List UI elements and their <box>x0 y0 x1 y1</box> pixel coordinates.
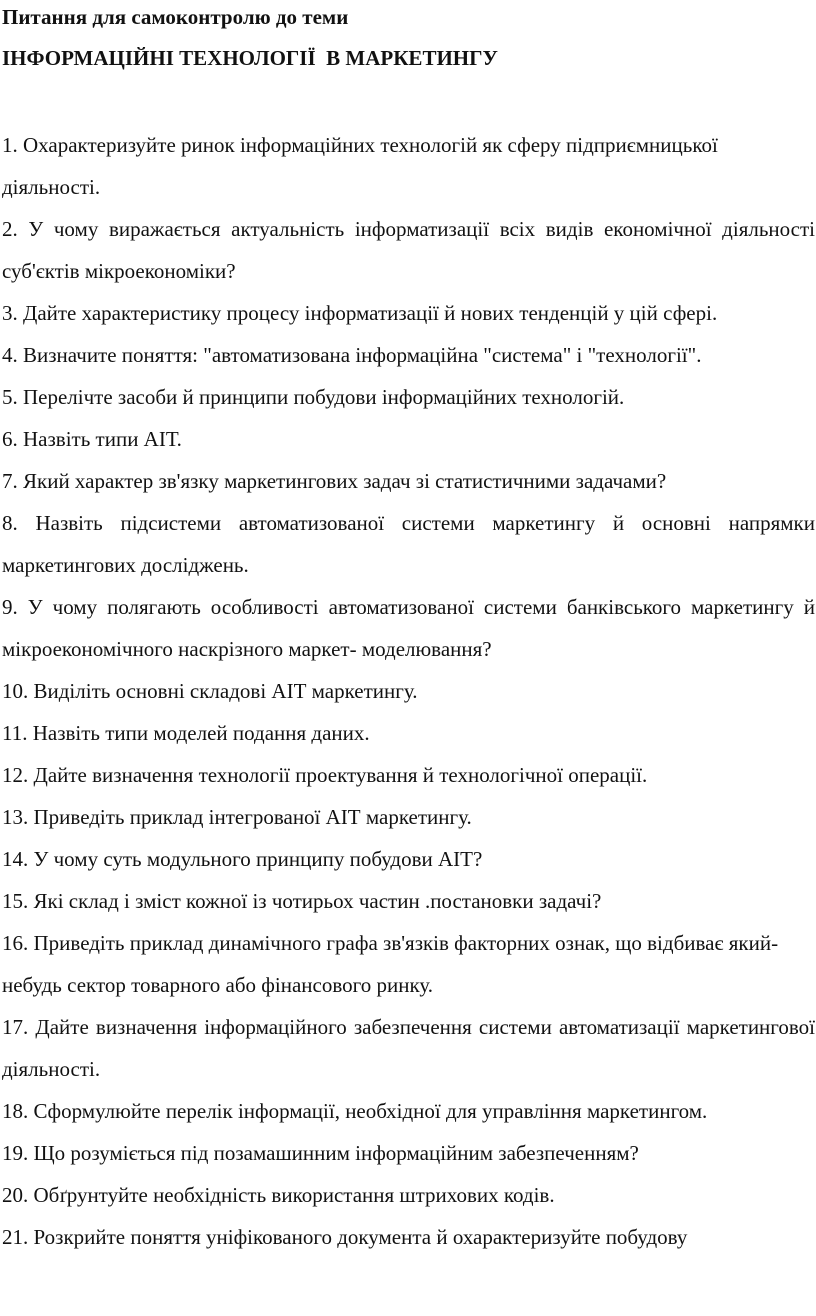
question-item: 17. Дайте визначення інформаційного забезпечення системи автоматизації маркетингової діяльності. <box>2 1015 815 1081</box>
question-item: 6. Назвіть типи АІТ. <box>2 427 182 451</box>
question-item: 1. Охарактеризуйте ринок інформаційних технологій як сферу підприємницької діяльності. <box>2 133 718 199</box>
question-item: 12. Дайте визначення технології проектування й технологічної операції. <box>2 763 648 787</box>
question-item: 10. Виділіть основні складові АІТ маркетингу. <box>2 679 418 703</box>
question-item: 21. Розкрийте поняття уніфікованого документа й охарактеризуйте побудову <box>2 1225 688 1249</box>
question-item: 16. Приведіть приклад динамічного графа зв'язків факторних ознак, що відбиває який-небудь сектор товарного або фінансового ринку. <box>2 931 779 997</box>
question-item: 9. У чому полягають особливості автоматизованої системи банківського маркетингу й мікроекономічного наскрізного маркет- моделювання? <box>2 595 815 661</box>
question-item: 19. Що розуміється під позамашинним інформаційним забезпеченням? <box>2 1141 639 1165</box>
question-item: 20. Обґрунтуйте необхідність використання штрихових кодів. <box>2 1183 555 1207</box>
question-item: 4. Визначите поняття: "автоматизована інформаційна "система" і "технології". <box>2 343 702 367</box>
question-item: 2. У чому виражається актуальність інформатизації всіх видів економічної діяльності суб'єктів мікроекономіки? <box>2 217 815 283</box>
question-list <box>2 124 815 1258</box>
question-item: 8. Назвіть підсистеми автоматизованої системи маркетингу й основні напрямки маркетингових досліджень. <box>2 511 815 577</box>
document-subtitle: Питання для самоконтролю до теми <box>2 5 349 29</box>
question-item: 13. Приведіть приклад інтегрованої АІТ маркетингу. <box>2 805 472 829</box>
document-title: ІНФОРМАЦІЙНІ ТЕХНОЛОГІЇ В МАРКЕТИНГУ <box>2 46 498 70</box>
question-item: 7. Який характер зв'язку маркетингових задач зі статистичними задачами? <box>2 469 667 493</box>
question-item: 18. Сформулюйте перелік інформації, необхідної для управління маркетингом. <box>2 1099 708 1123</box>
question-item: 15. Які склад і зміст кожної із чотирьох частин .постановки задачі? <box>2 889 602 913</box>
question-item: 5. Перелічте засоби й принципи побудови інформаційних технологій. <box>2 385 625 409</box>
question-item: 14. У чому суть модульного принципу побудови АІТ? <box>2 847 483 871</box>
question-item: 3. Дайте характеристику процесу інформатизації й нових тенденцій у цій сфері. <box>2 301 718 325</box>
question-item: 11. Назвіть типи моделей подання даних. <box>2 721 370 745</box>
